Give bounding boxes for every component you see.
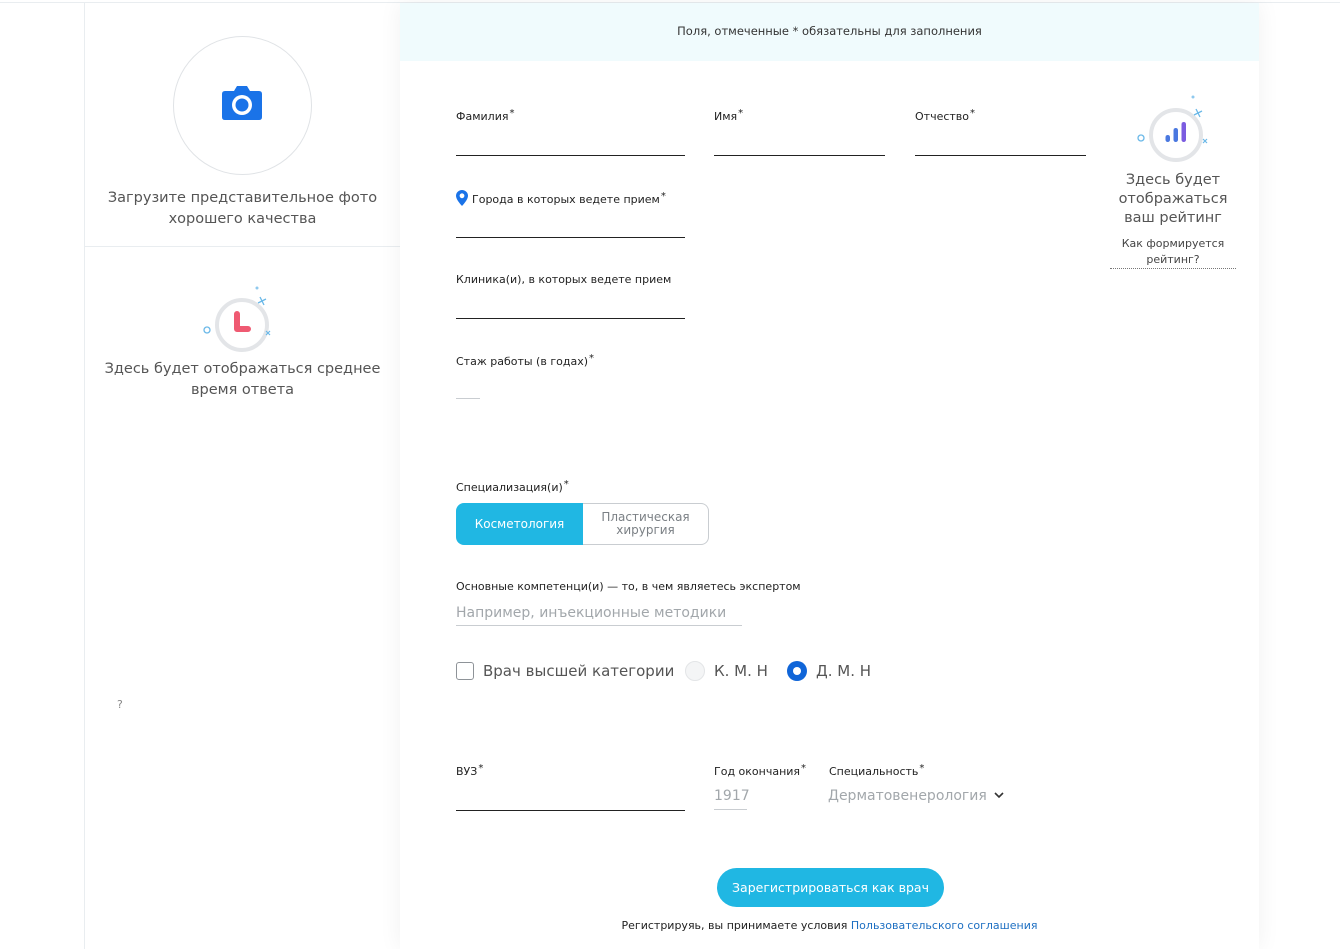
last-name-label: Фамилия* xyxy=(456,108,515,123)
location-pin-icon xyxy=(456,190,468,206)
clinics-field xyxy=(456,273,671,286)
photo-upload-caption: Загрузите представительное фото хорошего качества xyxy=(107,190,378,227)
chevron-down-icon xyxy=(994,792,1004,799)
experience-field xyxy=(456,353,594,368)
first-name-field xyxy=(714,108,743,123)
degree-radio-dmn[interactable]: Д. М. Н xyxy=(787,660,871,682)
register-as-doctor-button[interactable]: Зарегистрироваться как врач xyxy=(717,868,944,907)
required-fields-notice: Поля, отмеченные * обязательны для заполнения xyxy=(400,3,1259,61)
last-name-underline xyxy=(456,155,685,156)
competencies-underline xyxy=(456,625,742,626)
competencies-input[interactable] xyxy=(456,601,742,625)
rating-info-link[interactable]: Как формируется рейтинг? xyxy=(1110,236,1236,269)
graduation-year-underline xyxy=(714,809,747,810)
rating-chart-icon xyxy=(1133,91,1213,167)
specialization-tab-cosmetology[interactable]: Косметология xyxy=(456,503,583,545)
help-mark[interactable]: ? xyxy=(117,698,123,711)
first-name-input[interactable] xyxy=(714,131,885,155)
university-field xyxy=(456,763,483,778)
graduation-year-label: Год окончания* xyxy=(714,763,807,778)
response-time-widget xyxy=(85,270,400,410)
university-underline xyxy=(456,810,685,811)
clinics-label: Клиника(и), в которых ведете прием xyxy=(456,273,672,286)
patronymic-underline xyxy=(915,155,1086,156)
specialty-field xyxy=(829,763,924,778)
patronymic-label: Отчество* xyxy=(915,108,976,123)
specialization-tab-plastic-surgery[interactable]: Пластическая хирургия xyxy=(583,503,709,545)
photo-upload-button[interactable] xyxy=(173,36,312,175)
radio-selected[interactable] xyxy=(787,661,807,681)
cities-input[interactable] xyxy=(456,213,685,237)
experience-label: Стаж работы (в годах)* xyxy=(456,353,594,368)
patronymic-input[interactable] xyxy=(915,131,1086,155)
specialization-tabs xyxy=(456,503,709,545)
specialization-field xyxy=(456,479,569,494)
clinics-underline xyxy=(456,318,685,319)
competencies-field xyxy=(456,580,801,593)
specialization-label: Специализация(и)* xyxy=(456,479,569,494)
clock-icon xyxy=(200,278,280,358)
graduation-year-field xyxy=(714,763,806,778)
terms-link[interactable]: Пользовательского соглашения xyxy=(850,919,1038,932)
experience-input[interactable] xyxy=(456,374,480,398)
patronymic-field xyxy=(915,108,975,123)
rating-caption: Здесь будет отображаться ваш рейтинг xyxy=(1118,172,1228,226)
last-name-field xyxy=(456,108,514,123)
first-name-underline xyxy=(714,155,885,156)
cities-label: Города в которых ведете прием* xyxy=(456,190,666,206)
response-time-caption: Здесь будет отображаться среднее время ответа xyxy=(104,361,381,398)
experience-underline xyxy=(456,398,480,399)
checkbox-box[interactable] xyxy=(456,662,474,680)
photo-upload-block xyxy=(85,3,400,247)
degree-radio-kmn[interactable]: К. М. Н xyxy=(685,660,768,682)
rating-widget xyxy=(1110,91,1236,269)
higher-category-checkbox[interactable]: Врач высшей категории xyxy=(456,660,674,682)
radio-unselected[interactable] xyxy=(685,661,705,681)
clinics-input[interactable] xyxy=(456,294,685,318)
university-input[interactable] xyxy=(456,786,685,810)
terms-text: Регистрируяь, вы принимаете условия Пользовательского соглашения xyxy=(621,919,1038,932)
specialty-select[interactable]: Дерматовенерология xyxy=(828,788,1004,804)
graduation-year-value[interactable]: 1917 xyxy=(714,788,750,804)
first-name-label: Имя* xyxy=(714,108,744,123)
camera-icon xyxy=(221,85,263,121)
university-label: ВУЗ* xyxy=(456,763,484,778)
last-name-input[interactable] xyxy=(456,131,685,155)
cities-underline xyxy=(456,237,685,238)
registration-form-card xyxy=(400,3,1259,949)
competencies-label: Основные компетенци(и) — то, в чем являетесь экспертом xyxy=(456,580,801,593)
specialty-label: Специальность* xyxy=(829,763,925,778)
cities-field xyxy=(456,190,666,206)
